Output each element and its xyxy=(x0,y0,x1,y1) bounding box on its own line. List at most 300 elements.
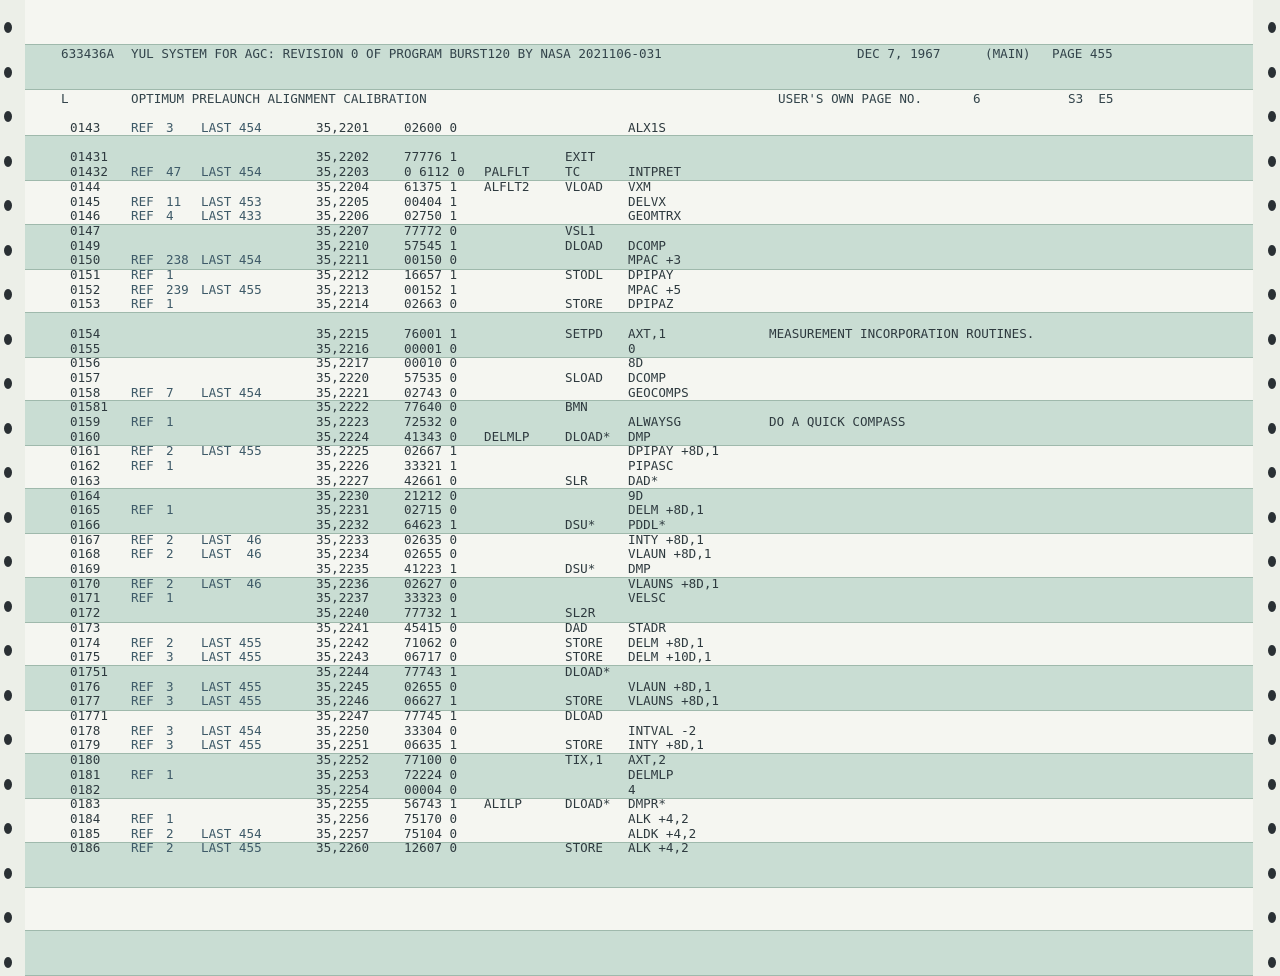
ref-last-page: LAST 455 xyxy=(201,840,262,856)
listing-row xyxy=(0,709,1280,724)
operand: VLAUN +8D,1 xyxy=(628,678,712,694)
ref-last-page: LAST 454 xyxy=(201,722,262,738)
address: 35,2204 xyxy=(316,178,370,194)
octal-word: 77640 0 xyxy=(404,399,458,415)
ref-marker: REF xyxy=(131,546,154,562)
line-number: 0180 xyxy=(70,752,101,768)
octal-word: 71062 0 xyxy=(404,634,458,650)
line-number: 01432 xyxy=(70,164,108,180)
greenbar-band xyxy=(25,930,1253,976)
address: 35,2254 xyxy=(316,781,370,797)
octal-word: 00404 1 xyxy=(404,193,458,209)
listing-row xyxy=(0,768,1280,783)
feed-hole xyxy=(1268,22,1276,33)
octal-word: 41343 0 xyxy=(404,428,458,444)
address: 35,2242 xyxy=(316,634,370,650)
listing-row xyxy=(0,650,1280,665)
ref-last-page: LAST 454 xyxy=(201,164,262,180)
ref-count: 1 xyxy=(166,267,174,282)
ref-last-page: LAST 455 xyxy=(201,443,262,459)
line-number: 0162 xyxy=(70,458,101,474)
ref-last-page: LAST 46 xyxy=(201,575,262,591)
octal-word: 33304 0 xyxy=(404,722,458,738)
octal-word: 76001 1 xyxy=(404,325,458,341)
line-number: 01431 xyxy=(70,149,108,165)
opcode: DLOAD* xyxy=(565,428,611,444)
listing-row xyxy=(0,591,1280,606)
ref-count: 3 xyxy=(166,737,174,753)
ref-count: 3 xyxy=(166,693,174,709)
operand: 9D xyxy=(628,487,644,503)
opcode: STORE xyxy=(565,634,603,650)
ref-marker: REF xyxy=(131,678,154,694)
opcode: SLR xyxy=(565,472,588,488)
comment: DO A QUICK COMPASS xyxy=(769,414,906,429)
listing-row xyxy=(0,356,1280,371)
octal-word: 77732 1 xyxy=(404,605,458,621)
listing-row xyxy=(0,783,1280,798)
opcode: VSL1 xyxy=(565,222,596,238)
comment: MEASUREMENT INCORPORATION ROUTINES. xyxy=(769,325,1035,341)
address: 35,2230 xyxy=(316,487,370,503)
ref-marker: REF xyxy=(131,384,154,400)
operand: 0 xyxy=(628,340,636,356)
ref-marker: REF xyxy=(131,281,154,297)
operand: AXT,1 xyxy=(628,325,666,341)
line-number: 0171 xyxy=(70,590,101,606)
listing-row xyxy=(0,812,1280,827)
octal-word: 00150 0 xyxy=(404,252,458,268)
listing-row xyxy=(0,621,1280,636)
octal-word: 00004 0 xyxy=(404,781,458,797)
listing-row xyxy=(0,724,1280,739)
octal-word: 02750 1 xyxy=(404,208,458,224)
operand: VLAUNS +8D,1 xyxy=(628,693,719,709)
address: 35,2234 xyxy=(316,546,370,562)
operand: ALDK +4,2 xyxy=(628,825,697,841)
line-number: 0175 xyxy=(70,649,101,665)
address: 35,2235 xyxy=(316,561,370,576)
octal-word: 02635 0 xyxy=(404,531,458,547)
listing-row xyxy=(0,694,1280,709)
symbol-label: DELMLP xyxy=(484,428,530,444)
ref-count: 3 xyxy=(166,722,174,738)
octal-word: 02663 0 xyxy=(404,296,458,312)
ref-marker: REF xyxy=(131,766,154,782)
octal-word: 21212 0 xyxy=(404,487,458,503)
listing-row xyxy=(0,562,1280,577)
ref-last-page: LAST 454 xyxy=(201,825,262,841)
ref-marker: REF xyxy=(131,737,154,753)
opcode: STORE xyxy=(565,296,603,312)
line-number: 0165 xyxy=(70,502,101,518)
ref-count: 1 xyxy=(166,458,174,474)
operand: MPAC +5 xyxy=(628,281,682,297)
feed-hole xyxy=(1268,67,1276,78)
address: 35,2232 xyxy=(316,516,370,532)
listing-row xyxy=(0,547,1280,562)
ref-count: 2 xyxy=(166,840,174,856)
operand: DELVX xyxy=(628,193,666,209)
listing-row xyxy=(0,636,1280,651)
address: 35,2214 xyxy=(316,296,370,312)
octal-word: 61375 1 xyxy=(404,178,458,194)
address: 35,2246 xyxy=(316,693,370,709)
listing-row xyxy=(0,121,1280,136)
ref-count: 3 xyxy=(166,678,174,694)
listing-row xyxy=(0,444,1280,459)
operand: AXT,2 xyxy=(628,752,666,768)
line-number: 0149 xyxy=(70,237,101,253)
log-section-title: OPTIMUM PRELAUNCH ALIGNMENT CALIBRATION xyxy=(131,91,427,106)
octal-word: 02715 0 xyxy=(404,502,458,518)
octal-word: 00010 0 xyxy=(404,355,458,371)
operand: VLAUNS +8D,1 xyxy=(628,575,719,591)
ref-last-page: LAST 453 xyxy=(201,193,262,209)
listing-row xyxy=(0,430,1280,445)
log-label: L xyxy=(61,91,69,106)
opcode: SL2R xyxy=(565,605,596,621)
octal-word: 33323 0 xyxy=(404,590,458,606)
octal-word: 02655 0 xyxy=(404,678,458,694)
line-number: 0146 xyxy=(70,208,101,224)
address: 35,2247 xyxy=(316,708,370,723)
ref-marker: REF xyxy=(131,414,154,429)
listing-row xyxy=(0,665,1280,680)
line-number: 0174 xyxy=(70,634,101,650)
line-number: 0160 xyxy=(70,428,101,444)
operand: 8D xyxy=(628,355,644,371)
line-number: 0152 xyxy=(70,281,101,297)
ref-count: 47 xyxy=(166,164,182,180)
operand: PIPASC xyxy=(628,458,674,474)
opcode: STORE xyxy=(565,840,603,856)
address: 35,2211 xyxy=(316,252,370,268)
opcode: DLOAD xyxy=(565,237,603,253)
octal-word: 02655 0 xyxy=(404,546,458,562)
operand: DPIPAY xyxy=(628,267,674,282)
operand: GEOMTRX xyxy=(628,208,682,224)
line-number: 0181 xyxy=(70,766,101,782)
listing-row xyxy=(0,753,1280,768)
section-name: (MAIN) xyxy=(985,46,1031,61)
ref-marker: REF xyxy=(131,443,154,459)
line-number: 0179 xyxy=(70,737,101,753)
ref-last-page: LAST 46 xyxy=(201,531,262,547)
opcode: TIX,1 xyxy=(565,752,603,768)
listing-row xyxy=(0,827,1280,842)
listing-row xyxy=(0,503,1280,518)
address: 35,2226 xyxy=(316,458,370,474)
address: 35,2201 xyxy=(316,120,370,135)
ref-count: 2 xyxy=(166,634,174,650)
own-page-label: USER'S OWN PAGE NO. xyxy=(778,91,923,106)
operand: ALX1S xyxy=(628,120,666,135)
ref-marker: REF xyxy=(131,120,154,135)
operand: ALK +4,2 xyxy=(628,840,689,856)
listing-row xyxy=(0,577,1280,592)
operand: INTY +8D,1 xyxy=(628,531,704,547)
listing-row xyxy=(0,165,1280,180)
opcode: TC xyxy=(565,164,581,180)
octal-word: 02667 1 xyxy=(404,443,458,459)
listing-row xyxy=(0,606,1280,621)
ref-count: 1 xyxy=(166,414,174,429)
octal-word: 72532 0 xyxy=(404,414,458,429)
ref-count: 2 xyxy=(166,546,174,562)
address: 35,2203 xyxy=(316,164,370,180)
operand: INTY +8D,1 xyxy=(628,737,704,753)
line-number: 01751 xyxy=(70,663,108,679)
opcode: DAD xyxy=(565,619,588,635)
line-number: 0182 xyxy=(70,781,101,797)
octal-word: 42661 0 xyxy=(404,472,458,488)
listing-row xyxy=(0,680,1280,695)
operand: DMP xyxy=(628,561,651,576)
ref-count: 3 xyxy=(166,649,174,665)
operand: DPIPAZ xyxy=(628,296,674,312)
listing-row xyxy=(0,342,1280,357)
symbol-label: PALFLT xyxy=(484,164,530,180)
address: 35,2231 xyxy=(316,502,370,518)
line-number: 0186 xyxy=(70,840,101,856)
ref-marker: REF xyxy=(131,810,154,826)
opcode: BMN xyxy=(565,399,588,415)
line-number: 0154 xyxy=(70,325,101,341)
operand: STADR xyxy=(628,619,666,635)
listing-row xyxy=(0,297,1280,312)
operand: DPIPAY +8D,1 xyxy=(628,443,719,459)
address: 35,2227 xyxy=(316,472,370,488)
listing-row xyxy=(0,268,1280,283)
octal-word: 02600 0 xyxy=(404,120,458,135)
listing-row xyxy=(0,841,1280,856)
listing-row xyxy=(0,224,1280,239)
log-section-header xyxy=(0,91,1280,107)
ref-count: 11 xyxy=(166,193,182,209)
opcode: STORE xyxy=(565,693,603,709)
operand: INTPRET xyxy=(628,164,682,180)
listing-row xyxy=(0,327,1280,342)
ref-count: 2 xyxy=(166,443,174,459)
line-number: 0166 xyxy=(70,516,101,532)
own-page-number: 6 xyxy=(973,91,981,106)
address: 35,2210 xyxy=(316,237,370,253)
operand: DELMLP xyxy=(628,766,674,782)
listing-row xyxy=(0,415,1280,430)
octal-word: 77772 0 xyxy=(404,222,458,238)
line-number: 0168 xyxy=(70,546,101,562)
operand: VLAUN +8D,1 xyxy=(628,546,712,562)
operand: VELSC xyxy=(628,590,666,606)
octal-word: 06627 1 xyxy=(404,693,458,709)
ref-count: 7 xyxy=(166,384,174,400)
address: 35,2205 xyxy=(316,193,370,209)
listing-row xyxy=(0,386,1280,401)
bank-codes: S3 E5 xyxy=(1068,91,1114,106)
line-number: 0151 xyxy=(70,267,101,282)
address: 35,2240 xyxy=(316,605,370,621)
print-date: DEC 7, 1967 xyxy=(857,46,941,61)
listing-title: YUL SYSTEM FOR AGC: REVISION 0 OF PROGRAM BURST120 BY NASA 2021106-031 xyxy=(131,46,662,61)
ref-marker: REF xyxy=(131,634,154,650)
opcode: SETPD xyxy=(565,325,603,341)
ref-marker: REF xyxy=(131,840,154,856)
symbol-label: ALILP xyxy=(484,796,522,812)
operand: DELM +8D,1 xyxy=(628,502,704,518)
feed-hole xyxy=(4,868,12,879)
opcode: EXIT xyxy=(565,149,596,165)
address: 35,2216 xyxy=(316,340,370,356)
octal-word: 06717 0 xyxy=(404,649,458,665)
line-number: 0169 xyxy=(70,561,101,576)
address: 35,2253 xyxy=(316,766,370,782)
opcode: DSU* xyxy=(565,516,596,532)
line-number: 0172 xyxy=(70,605,101,621)
ref-last-page: LAST 455 xyxy=(201,649,262,665)
address: 35,2213 xyxy=(316,281,370,297)
line-number: 01771 xyxy=(70,708,108,723)
operand: MPAC +3 xyxy=(628,252,682,268)
listing-row xyxy=(0,180,1280,195)
octal-word: 06635 1 xyxy=(404,737,458,753)
octal-word: 56743 1 xyxy=(404,796,458,812)
octal-word: 75170 0 xyxy=(404,810,458,826)
address: 35,2222 xyxy=(316,399,370,415)
octal-word: 00001 0 xyxy=(404,340,458,356)
line-number: 0156 xyxy=(70,355,101,371)
listing-row xyxy=(0,459,1280,474)
operand: DELM +10D,1 xyxy=(628,649,712,665)
line-number: 0178 xyxy=(70,722,101,738)
ref-marker: REF xyxy=(131,296,154,312)
opcode: STORE xyxy=(565,649,603,665)
operand: DAD* xyxy=(628,472,659,488)
address: 35,2202 xyxy=(316,149,370,165)
opcode: STODL xyxy=(565,267,603,282)
listing-row xyxy=(0,371,1280,386)
ref-last-page: LAST 455 xyxy=(201,634,262,650)
octal-word: 77776 1 xyxy=(404,149,458,165)
listing-row xyxy=(0,150,1280,165)
feed-hole xyxy=(4,912,12,923)
ref-count: 2 xyxy=(166,825,174,841)
address: 35,2250 xyxy=(316,722,370,738)
feed-hole xyxy=(1268,912,1276,923)
ref-marker: REF xyxy=(131,252,154,268)
line-number: 0143 xyxy=(70,120,101,135)
line-number: 0158 xyxy=(70,384,101,400)
operand: VXM xyxy=(628,178,651,194)
ref-marker: REF xyxy=(131,575,154,591)
listing-row xyxy=(0,239,1280,254)
octal-word: 77743 1 xyxy=(404,663,458,679)
listing-row xyxy=(0,797,1280,812)
listing-row xyxy=(0,533,1280,548)
ref-last-page: LAST 46 xyxy=(201,546,262,562)
octal-word: 41223 1 xyxy=(404,561,458,576)
ref-marker: REF xyxy=(131,693,154,709)
operand: DELM +8D,1 xyxy=(628,634,704,650)
line-number: 0183 xyxy=(70,796,101,812)
ref-last-page: LAST 454 xyxy=(201,384,262,400)
ref-marker: REF xyxy=(131,458,154,474)
address: 35,2243 xyxy=(316,649,370,665)
ref-marker: REF xyxy=(131,825,154,841)
opcode: DSU* xyxy=(565,561,596,576)
octal-word: 45415 0 xyxy=(404,619,458,635)
line-number: 0184 xyxy=(70,810,101,826)
octal-word: 77100 0 xyxy=(404,752,458,768)
octal-word: 64623 1 xyxy=(404,516,458,532)
operand: DCOMP xyxy=(628,237,666,253)
listing-row xyxy=(0,136,1280,151)
listing-row xyxy=(0,518,1280,533)
line-number: 0176 xyxy=(70,678,101,694)
listing-row xyxy=(0,312,1280,327)
ref-marker: REF xyxy=(131,267,154,282)
opcode: SLOAD xyxy=(565,369,603,385)
octal-word: 33321 1 xyxy=(404,458,458,474)
ref-marker: REF xyxy=(131,531,154,547)
listing-row xyxy=(0,253,1280,268)
octal-word: 57545 1 xyxy=(404,237,458,253)
ref-count: 239 xyxy=(166,281,189,297)
ref-count: 1 xyxy=(166,590,174,606)
line-number: 0144 xyxy=(70,178,101,194)
octal-word: 77745 1 xyxy=(404,708,458,723)
line-number: 0177 xyxy=(70,693,101,709)
opcode: STORE xyxy=(565,737,603,753)
opcode: DLOAD xyxy=(565,708,603,723)
line-number: 0173 xyxy=(70,619,101,635)
operand: PDDL* xyxy=(628,516,666,532)
operand: DCOMP xyxy=(628,369,666,385)
address: 35,2212 xyxy=(316,267,370,282)
line-number: 0159 xyxy=(70,414,101,429)
opcode: VLOAD xyxy=(565,178,603,194)
address: 35,2256 xyxy=(316,810,370,826)
feed-hole xyxy=(1268,957,1276,968)
octal-word: 72224 0 xyxy=(404,766,458,782)
ref-marker: REF xyxy=(131,590,154,606)
address: 35,2257 xyxy=(316,825,370,841)
line-number: 0157 xyxy=(70,369,101,385)
line-number: 0170 xyxy=(70,575,101,591)
address: 35,2255 xyxy=(316,796,370,812)
ref-marker: REF xyxy=(131,722,154,738)
address: 35,2245 xyxy=(316,678,370,694)
address: 35,2251 xyxy=(316,737,370,753)
operand: DMP xyxy=(628,428,651,444)
ref-count: 1 xyxy=(166,766,174,782)
octal-word: 02627 0 xyxy=(404,575,458,591)
feed-hole xyxy=(4,957,12,968)
line-number: 0153 xyxy=(70,296,101,312)
line-number: 0185 xyxy=(70,825,101,841)
symbol-label: ALFLT2 xyxy=(484,178,530,194)
ref-last-page: LAST 455 xyxy=(201,678,262,694)
ref-last-page: LAST 455 xyxy=(201,693,262,709)
octal-word: 02743 0 xyxy=(404,384,458,400)
page-number: PAGE 455 xyxy=(1052,46,1113,61)
address: 35,2225 xyxy=(316,443,370,459)
opcode: DLOAD* xyxy=(565,796,611,812)
ref-marker: REF xyxy=(131,502,154,518)
address: 35,2206 xyxy=(316,208,370,224)
octal-word: 00152 1 xyxy=(404,281,458,297)
ref-count: 3 xyxy=(166,120,174,135)
